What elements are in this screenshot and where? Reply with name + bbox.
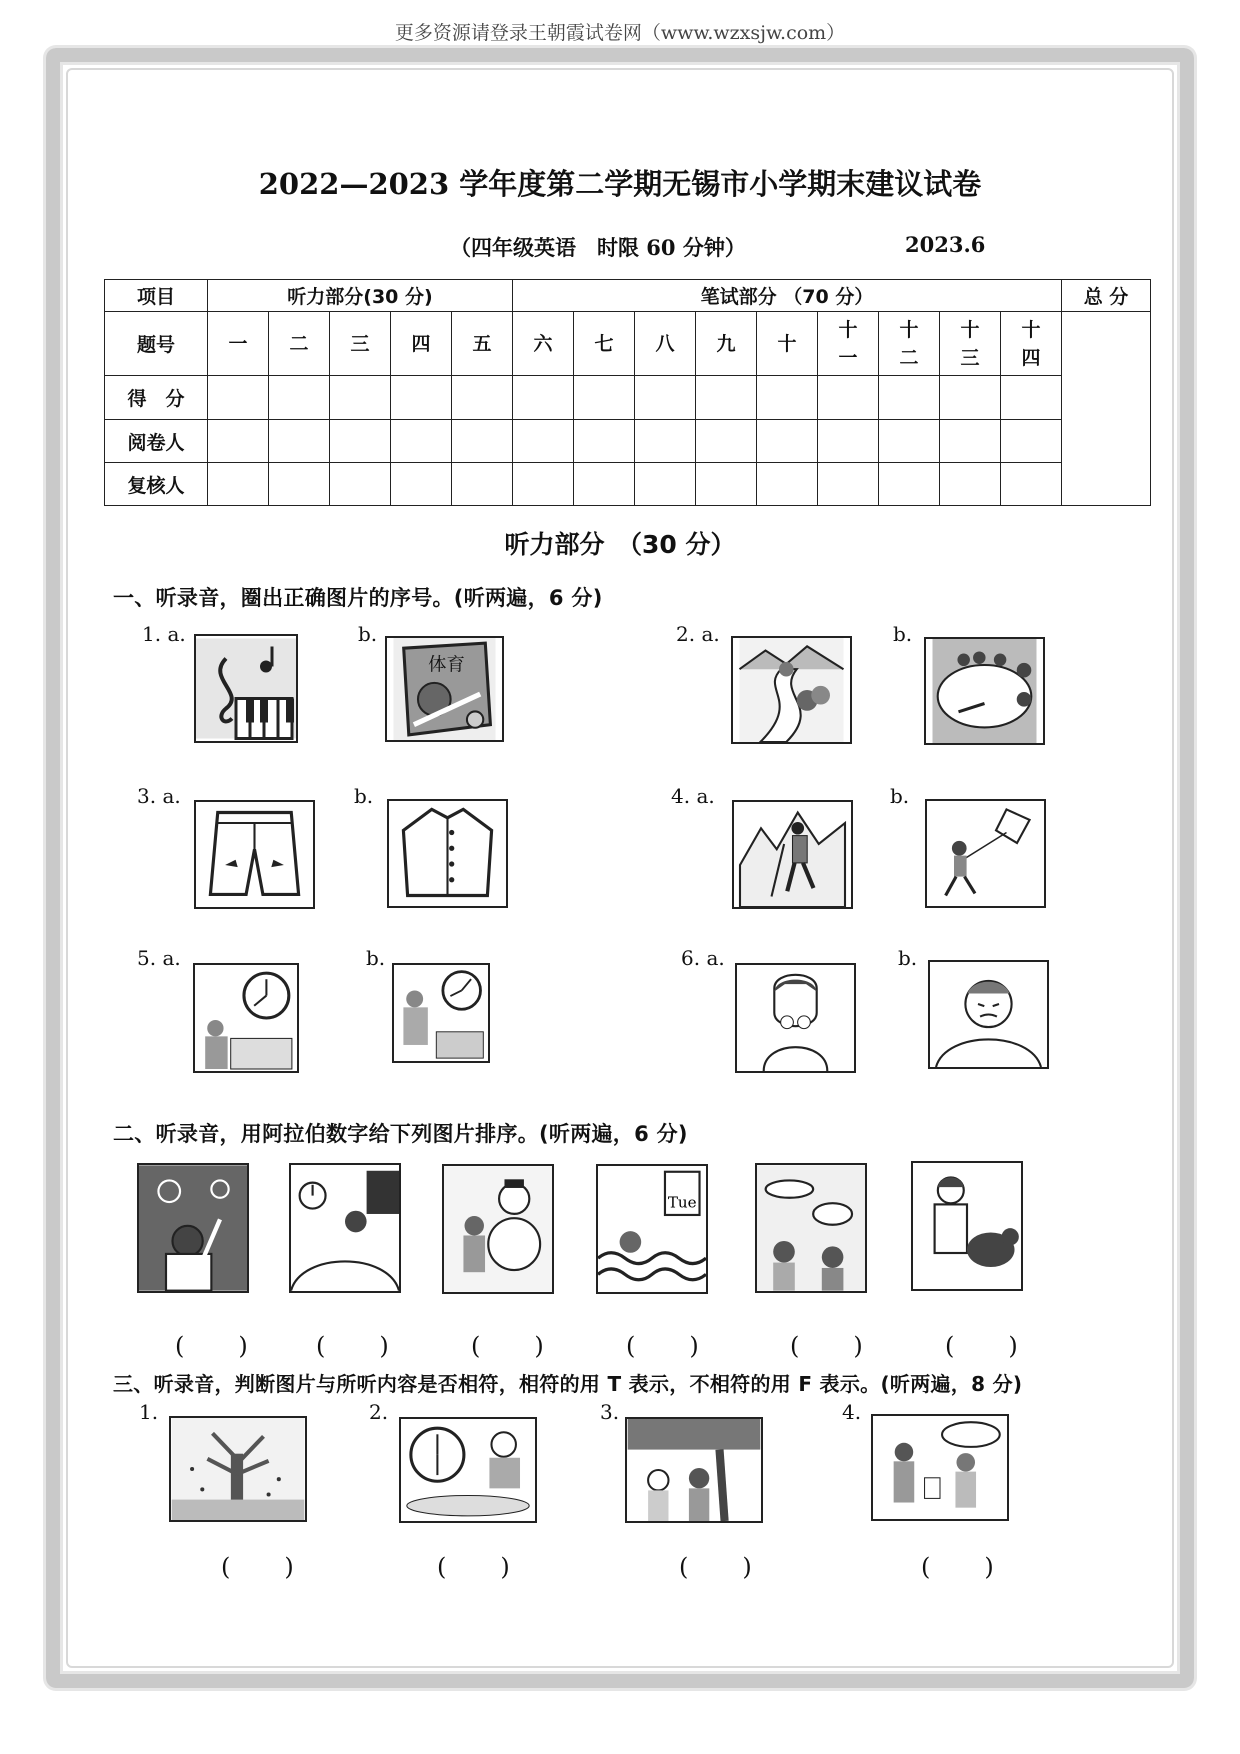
- girl-waking-up-icon: [289, 1163, 401, 1293]
- score-cell[interactable]: [269, 376, 330, 420]
- exam-date: 2023.6: [905, 232, 986, 257]
- answer-blank[interactable]: ( ): [221, 1553, 296, 1581]
- question-number-cell: 十 一: [818, 312, 879, 376]
- kids-snowman-icon: [442, 1164, 554, 1294]
- answer-blank[interactable]: ( ): [921, 1553, 996, 1581]
- score-cell[interactable]: [818, 420, 879, 463]
- question-number-cell: 十: [757, 312, 818, 376]
- answer-blank[interactable]: ( ): [945, 1332, 1020, 1360]
- question-number-cell: 十 三: [940, 312, 1001, 376]
- site-banner: 更多资源请登录王朝霞试卷网（www.wzxsjw.com）: [394, 22, 846, 44]
- part3-heading: 三、听录音，判断图片与所听内容是否相符，相符的用 T 表示，不相符的用 F 表示。(听两遍，8 分): [113, 1372, 1023, 1396]
- score-cell[interactable]: [940, 376, 1001, 420]
- boating-kids-icon: [755, 1163, 867, 1293]
- item-number: 1.: [139, 1400, 159, 1424]
- exam-subtitle: （四年级英语 时限 60 分钟）: [450, 235, 746, 260]
- man-and-dog-icon: [911, 1161, 1023, 1291]
- score-cell[interactable]: [818, 376, 879, 420]
- lake-park-icon: [924, 637, 1045, 745]
- score-cell[interactable]: [696, 463, 757, 506]
- score-cell[interactable]: [635, 376, 696, 420]
- item-number: 5. a.: [137, 946, 181, 970]
- score-cell[interactable]: [635, 463, 696, 506]
- score-cell[interactable]: [452, 376, 513, 420]
- book-title: 体育: [428, 654, 465, 676]
- shirt-icon: [387, 799, 508, 908]
- kids-under-tree-icon: [625, 1417, 763, 1523]
- row-label-checker: 复核人: [105, 463, 208, 506]
- score-cell[interactable]: [879, 376, 940, 420]
- option-b-label: b.: [898, 946, 918, 970]
- clock-boy-icon: [193, 963, 299, 1073]
- score-cell[interactable]: [269, 463, 330, 506]
- score-cell[interactable]: [696, 376, 757, 420]
- answer-blank[interactable]: ( ): [679, 1553, 754, 1581]
- score-cell[interactable]: [574, 420, 635, 463]
- total-label: 总 分: [1062, 280, 1151, 312]
- calendar-text: Tue: [667, 1193, 697, 1212]
- score-cell[interactable]: [391, 376, 452, 420]
- part2-heading: 二、听录音，用阿拉伯数字给下列图片排序。(听两遍，6 分): [113, 1122, 688, 1146]
- question-number-cell: 七: [574, 312, 635, 376]
- score-cell[interactable]: [1001, 420, 1062, 463]
- score-cell[interactable]: [513, 420, 574, 463]
- question-number-cell: 二: [269, 312, 330, 376]
- score-cell[interactable]: [757, 376, 818, 420]
- swimming-icon: [596, 1164, 708, 1294]
- item-number: 4.: [842, 1400, 862, 1424]
- score-cell[interactable]: [330, 463, 391, 506]
- river-landscape-icon: [731, 636, 852, 744]
- score-cell[interactable]: [757, 420, 818, 463]
- family-talking-icon: [871, 1414, 1009, 1521]
- music-notes-piano-icon: [194, 634, 298, 743]
- answer-blank[interactable]: ( ): [437, 1553, 512, 1581]
- question-number-cell: 六: [513, 312, 574, 376]
- option-b-label: b.: [366, 946, 386, 970]
- question-number-cell: 九: [696, 312, 757, 376]
- score-cell[interactable]: [696, 420, 757, 463]
- score-cell[interactable]: [757, 463, 818, 506]
- item-number: 1. a.: [142, 622, 186, 646]
- score-cell[interactable]: [1001, 376, 1062, 420]
- score-cell[interactable]: [513, 463, 574, 506]
- boy-cough-icon: [735, 963, 856, 1073]
- question-number-cell: 四: [391, 312, 452, 376]
- boy-sick-in-bed-icon: [928, 960, 1049, 1069]
- score-cell[interactable]: [330, 420, 391, 463]
- answer-blank[interactable]: ( ): [471, 1332, 546, 1360]
- exam-title: 2022—2023 学年度第二学期无锡市小学期末建议试卷: [258, 167, 982, 201]
- option-b-label: b.: [358, 622, 378, 646]
- shorts-icon: [194, 800, 315, 909]
- score-cell[interactable]: [452, 420, 513, 463]
- question-number-cell: 三: [330, 312, 391, 376]
- score-cell[interactable]: [208, 420, 269, 463]
- pe-book-icon: [385, 636, 504, 742]
- autumn-tree-icon: [169, 1416, 307, 1522]
- score-cell[interactable]: [635, 420, 696, 463]
- question-number-cell: 十 二: [879, 312, 940, 376]
- score-cell[interactable]: [879, 420, 940, 463]
- item-number: 2.: [369, 1400, 389, 1424]
- listening-section-title: 听力部分 （30 分）: [504, 530, 736, 559]
- clock-boy-singing-icon: [392, 963, 490, 1063]
- score-cell[interactable]: [818, 463, 879, 506]
- question-number-cell: 五: [452, 312, 513, 376]
- score-cell[interactable]: [452, 463, 513, 506]
- score-cell[interactable]: [330, 376, 391, 420]
- option-b-label: b.: [890, 784, 910, 808]
- option-b-label: b.: [354, 784, 374, 808]
- item-number: 3. a.: [137, 784, 181, 808]
- writing-label: 笔试部分 （70 分）: [513, 280, 1062, 312]
- hiking-icon: [732, 800, 853, 909]
- answer-blank[interactable]: ( ): [790, 1332, 865, 1360]
- answer-blank[interactable]: ( ): [316, 1332, 391, 1360]
- row-label-score: 得 分: [105, 376, 208, 420]
- score-cell[interactable]: [208, 463, 269, 506]
- total-score-cell[interactable]: [1062, 312, 1151, 506]
- clock-eating-icon: [399, 1417, 537, 1523]
- score-cell[interactable]: [391, 420, 452, 463]
- score-cell[interactable]: [391, 463, 452, 506]
- item-number: 6. a.: [681, 946, 725, 970]
- boy-drawing-blackboard-icon: [137, 1163, 249, 1293]
- score-cell[interactable]: [940, 420, 1001, 463]
- question-number-cell: 一: [208, 312, 269, 376]
- answer-blank[interactable]: ( ): [175, 1332, 250, 1360]
- score-cell[interactable]: [940, 463, 1001, 506]
- part1-heading: 一、听录音，圈出正确图片的序号。(听两遍，6 分): [113, 586, 603, 610]
- score-cell[interactable]: [513, 376, 574, 420]
- score-table: [104, 279, 1151, 506]
- question-number-cell: 十 四: [1001, 312, 1062, 376]
- answer-blank[interactable]: ( ): [626, 1332, 701, 1360]
- question-number-cell: 八: [635, 312, 696, 376]
- option-b-label: b.: [893, 622, 913, 646]
- score-cell[interactable]: [208, 376, 269, 420]
- row-label-grader: 阅卷人: [105, 420, 208, 463]
- item-number: 4. a.: [671, 784, 715, 808]
- item-number: 2. a.: [676, 622, 720, 646]
- listening-label: 听力部分(30 分): [208, 280, 513, 312]
- score-cell[interactable]: [1001, 463, 1062, 506]
- score-cell[interactable]: [269, 420, 330, 463]
- flying-kite-icon: [925, 799, 1046, 908]
- item-number: 3.: [600, 1400, 620, 1424]
- score-cell[interactable]: [574, 463, 635, 506]
- project-label: 项目: [105, 280, 208, 312]
- score-cell[interactable]: [879, 463, 940, 506]
- score-cell[interactable]: [574, 376, 635, 420]
- number-label: 题号: [105, 312, 208, 376]
